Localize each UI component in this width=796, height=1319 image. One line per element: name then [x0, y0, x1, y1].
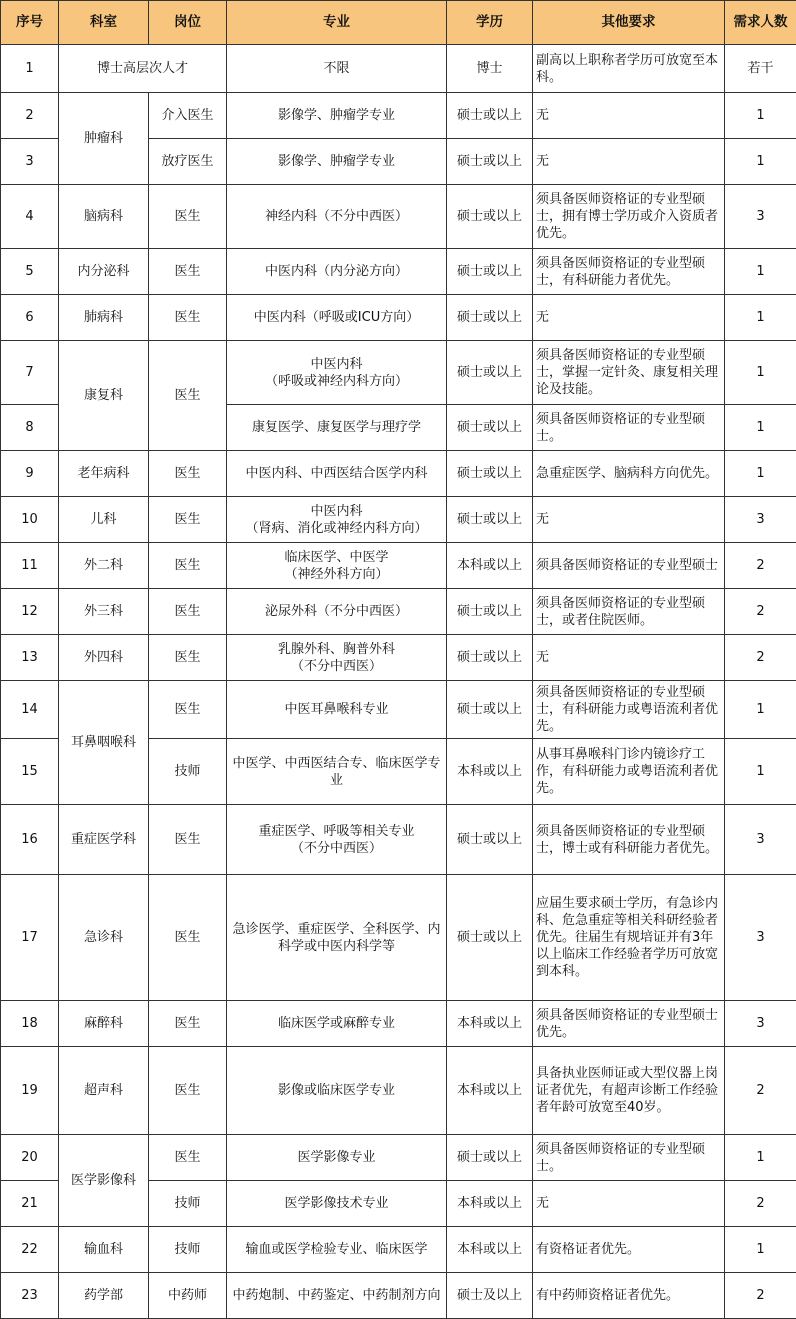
table-row: [1, 1273, 796, 1319]
header-count: 需求人数: [725, 1, 796, 45]
cell-dept: 医学影像科: [59, 1135, 149, 1227]
cell-count: 3: [725, 805, 796, 875]
cell-major: 不限: [227, 45, 447, 93]
cell-post: 医生: [149, 451, 227, 497]
cell-seq: 8: [1, 405, 59, 451]
header-major: 专业: [227, 1, 447, 45]
cell-other: 须具备医师资格证的专业型硕士优先。: [533, 1001, 725, 1047]
cell-degree: 硕士或以上: [447, 497, 533, 543]
cell-seq: 22: [1, 1227, 59, 1273]
cell-other: 须具备医师资格证的专业型硕士，掌握一定针灸、康复相关理论及技能。: [533, 341, 725, 405]
cell-seq: 23: [1, 1273, 59, 1319]
cell-seq: 1: [1, 45, 59, 93]
cell-degree: 硕士或以上: [447, 139, 533, 185]
cell-degree: 硕士或以上: [447, 249, 533, 295]
cell-post: 技师: [149, 1181, 227, 1227]
cell-major: 影像学、肿瘤学专业: [227, 93, 447, 139]
cell-degree: 硕士或以上: [447, 805, 533, 875]
cell-post: 放疗医生: [149, 139, 227, 185]
cell-dept: 重症医学科: [59, 805, 149, 875]
table-row: [1, 45, 796, 93]
cell-post: 中药师: [149, 1273, 227, 1319]
cell-seq: 4: [1, 185, 59, 249]
cell-seq: 13: [1, 635, 59, 681]
cell-post: 技师: [149, 739, 227, 805]
table-row: [1, 451, 796, 497]
cell-other: 须具备医师资格证的专业型硕士: [533, 543, 725, 589]
cell-post: 医生: [149, 1001, 227, 1047]
cell-other: 无: [533, 1181, 725, 1227]
cell-major: 神经内科（不分中西医）: [227, 185, 447, 249]
cell-post: 医生: [149, 341, 227, 451]
cell-dept: 脑病科: [59, 185, 149, 249]
cell-dept: 耳鼻咽喉科: [59, 681, 149, 805]
cell-dept: 急诊科: [59, 875, 149, 1001]
cell-major: 医学影像技术专业: [227, 1181, 447, 1227]
cell-major: 重症医学、呼吸等相关专业 （不分中西医）: [227, 805, 447, 875]
cell-major: 泌尿外科（不分中西医）: [227, 589, 447, 635]
cell-major: 急诊医学、重症医学、全科医学、内科学或中医内科学等: [227, 875, 447, 1001]
table-row: [1, 589, 796, 635]
cell-seq: 21: [1, 1181, 59, 1227]
cell-count: 1: [725, 249, 796, 295]
cell-major: 影像学、肿瘤学专业: [227, 139, 447, 185]
table-row: [1, 497, 796, 543]
cell-degree: 硕士或以上: [447, 1135, 533, 1181]
cell-major: 临床医学或麻醉专业: [227, 1001, 447, 1047]
cell-count: 3: [725, 185, 796, 249]
cell-seq: 15: [1, 739, 59, 805]
cell-post: 医生: [149, 681, 227, 739]
cell-count: 1: [725, 1227, 796, 1273]
cell-other: 无: [533, 497, 725, 543]
cell-count: 1: [725, 341, 796, 405]
cell-dept: 输血科: [59, 1227, 149, 1273]
cell-count: 3: [725, 497, 796, 543]
cell-dept: 老年病科: [59, 451, 149, 497]
cell-degree: 硕士或以上: [447, 185, 533, 249]
cell-post: 医生: [149, 635, 227, 681]
cell-seq: 16: [1, 805, 59, 875]
cell-dept: 康复科: [59, 341, 149, 451]
cell-dept: 肿瘤科: [59, 93, 149, 185]
table-row: [1, 681, 796, 739]
cell-degree: 硕士或以上: [447, 875, 533, 1001]
cell-other: 须具备医师资格证的专业型硕士，博士或有科研能力者优先。: [533, 805, 725, 875]
cell-seq: 10: [1, 497, 59, 543]
cell-count: 2: [725, 589, 796, 635]
cell-other: 须具备医师资格证的专业型硕士，或者住院医师。: [533, 589, 725, 635]
table-row: [1, 543, 796, 589]
cell-count: 1: [725, 739, 796, 805]
header-dept: 科室: [59, 1, 149, 45]
cell-major: 输血或医学检验专业、临床医学: [227, 1227, 447, 1273]
cell-post: 医生: [149, 295, 227, 341]
cell-count: 若干: [725, 45, 796, 93]
cell-post: 医生: [149, 249, 227, 295]
cell-seq: 3: [1, 139, 59, 185]
cell-dept: 药学部: [59, 1273, 149, 1319]
cell-post: 医生: [149, 543, 227, 589]
cell-degree: 硕士或以上: [447, 93, 533, 139]
cell-post: 医生: [149, 1135, 227, 1181]
cell-degree: 本科或以上: [447, 1227, 533, 1273]
cell-post: 技师: [149, 1227, 227, 1273]
cell-post: 医生: [149, 805, 227, 875]
cell-count: 2: [725, 1181, 796, 1227]
header-other: 其他要求: [533, 1, 725, 45]
cell-count: 3: [725, 875, 796, 1001]
cell-dept: 博士高层次人才: [59, 45, 227, 93]
cell-other: 从事耳鼻喉科门诊内镜诊疗工作，有科研能力或粤语流利者优先。: [533, 739, 725, 805]
cell-seq: 14: [1, 681, 59, 739]
header-seq: 序号: [1, 1, 59, 45]
cell-degree: 本科或以上: [447, 543, 533, 589]
cell-other: 无: [533, 139, 725, 185]
cell-post: 医生: [149, 589, 227, 635]
cell-other: 应届生要求硕士学历，有急诊内科、危急重症等相关科研经验者优先。往届生有规培证并有3年以上临床工作经验者学历可放宽到本科。: [533, 875, 725, 1001]
cell-major: 乳腺外科、胸普外科 （不分中西医）: [227, 635, 447, 681]
cell-seq: 17: [1, 875, 59, 1001]
cell-dept: 肺病科: [59, 295, 149, 341]
cell-seq: 12: [1, 589, 59, 635]
cell-major: 医学影像专业: [227, 1135, 447, 1181]
cell-seq: 9: [1, 451, 59, 497]
cell-other: 须具备医师资格证的专业型硕士。: [533, 405, 725, 451]
cell-post: 介入医生: [149, 93, 227, 139]
cell-major: 中医内科 （呼吸或神经内科方向）: [227, 341, 447, 405]
cell-dept: 外二科: [59, 543, 149, 589]
table-row: [1, 635, 796, 681]
cell-post: 医生: [149, 497, 227, 543]
cell-other: 须具备医师资格证的专业型硕士，有科研能力者优先。: [533, 249, 725, 295]
cell-degree: 硕士或以上: [447, 451, 533, 497]
cell-degree: 硕士及以上: [447, 1273, 533, 1319]
cell-count: 1: [725, 405, 796, 451]
cell-other: 有资格证者优先。: [533, 1227, 725, 1273]
cell-degree: 本科或以上: [447, 1047, 533, 1135]
cell-count: 1: [725, 1135, 796, 1181]
cell-degree: 硕士或以上: [447, 405, 533, 451]
table-row: [1, 805, 796, 875]
cell-seq: 5: [1, 249, 59, 295]
cell-post: 医生: [149, 1047, 227, 1135]
cell-other: 急重症医学、脑病科方向优先。: [533, 451, 725, 497]
table-row: [1, 1001, 796, 1047]
cell-other: 无: [533, 635, 725, 681]
cell-seq: 6: [1, 295, 59, 341]
cell-post: 医生: [149, 185, 227, 249]
cell-major: 临床医学、中医学 （神经外科方向）: [227, 543, 447, 589]
cell-major: 中医耳鼻喉科专业: [227, 681, 447, 739]
cell-count: 2: [725, 635, 796, 681]
cell-seq: 20: [1, 1135, 59, 1181]
cell-seq: 2: [1, 93, 59, 139]
cell-other: 有中药师资格证者优先。: [533, 1273, 725, 1319]
cell-dept: 外四科: [59, 635, 149, 681]
table-row: [1, 185, 796, 249]
cell-other: 须具备医师资格证的专业型硕士。: [533, 1135, 725, 1181]
table-row: [1, 1135, 796, 1181]
table-row: [1, 93, 796, 139]
cell-degree: 硕士或以上: [447, 341, 533, 405]
header-degree: 学历: [447, 1, 533, 45]
cell-major: 影像或临床医学专业: [227, 1047, 447, 1135]
cell-degree: 本科或以上: [447, 739, 533, 805]
cell-seq: 19: [1, 1047, 59, 1135]
table-row: [1, 341, 796, 405]
cell-other: 副高以上职称者学历可放宽至本科。: [533, 45, 725, 93]
cell-other: 具备执业医师证或大型仪器上岗证者优先，有超声诊断工作经验者年龄可放宽至40岁。: [533, 1047, 725, 1135]
cell-count: 1: [725, 295, 796, 341]
cell-degree: 本科或以上: [447, 1001, 533, 1047]
cell-major: 中医学、中西医结合专、临床医学专业: [227, 739, 447, 805]
cell-seq: 11: [1, 543, 59, 589]
cell-other: 须具备医师资格证的专业型硕士，拥有博士学历或介入资质者优先。: [533, 185, 725, 249]
cell-count: 2: [725, 1273, 796, 1319]
cell-dept: 儿科: [59, 497, 149, 543]
cell-degree: 硕士或以上: [447, 681, 533, 739]
cell-other: 无: [533, 295, 725, 341]
table-row: [1, 1047, 796, 1135]
cell-count: 3: [725, 1001, 796, 1047]
cell-seq: 18: [1, 1001, 59, 1047]
cell-dept: 内分泌科: [59, 249, 149, 295]
header-row: [1, 1, 796, 45]
cell-count: 1: [725, 139, 796, 185]
header-post: 岗位: [149, 1, 227, 45]
cell-other: 须具备医师资格证的专业型硕士，有科研能力或粤语流利者优先。: [533, 681, 725, 739]
table-row: [1, 249, 796, 295]
cell-degree: 本科或以上: [447, 1181, 533, 1227]
table-row: [1, 295, 796, 341]
cell-dept: 麻醉科: [59, 1001, 149, 1047]
cell-major: 中医内科 （肾病、消化或神经内科方向）: [227, 497, 447, 543]
cell-dept: 超声科: [59, 1047, 149, 1135]
cell-major: 康复医学、康复医学与理疗学: [227, 405, 447, 451]
table-row: [1, 875, 796, 1001]
cell-other: 无: [533, 93, 725, 139]
cell-count: 1: [725, 451, 796, 497]
cell-degree: 硕士或以上: [447, 295, 533, 341]
cell-major: 中医内科、中西医结合医学内科: [227, 451, 447, 497]
cell-post: 医生: [149, 875, 227, 1001]
cell-count: 1: [725, 681, 796, 739]
cell-major: 中医内科（呼吸或ICU方向）: [227, 295, 447, 341]
cell-degree: 硕士或以上: [447, 635, 533, 681]
cell-degree: 博士: [447, 45, 533, 93]
cell-dept: 外三科: [59, 589, 149, 635]
cell-count: 2: [725, 1047, 796, 1135]
cell-major: 中医内科（内分泌方向）: [227, 249, 447, 295]
cell-seq: 7: [1, 341, 59, 405]
cell-count: 2: [725, 543, 796, 589]
cell-count: 1: [725, 93, 796, 139]
cell-degree: 硕士或以上: [447, 589, 533, 635]
cell-major: 中药炮制、中药鉴定、中药制剂方向: [227, 1273, 447, 1319]
table-row: [1, 1227, 796, 1273]
